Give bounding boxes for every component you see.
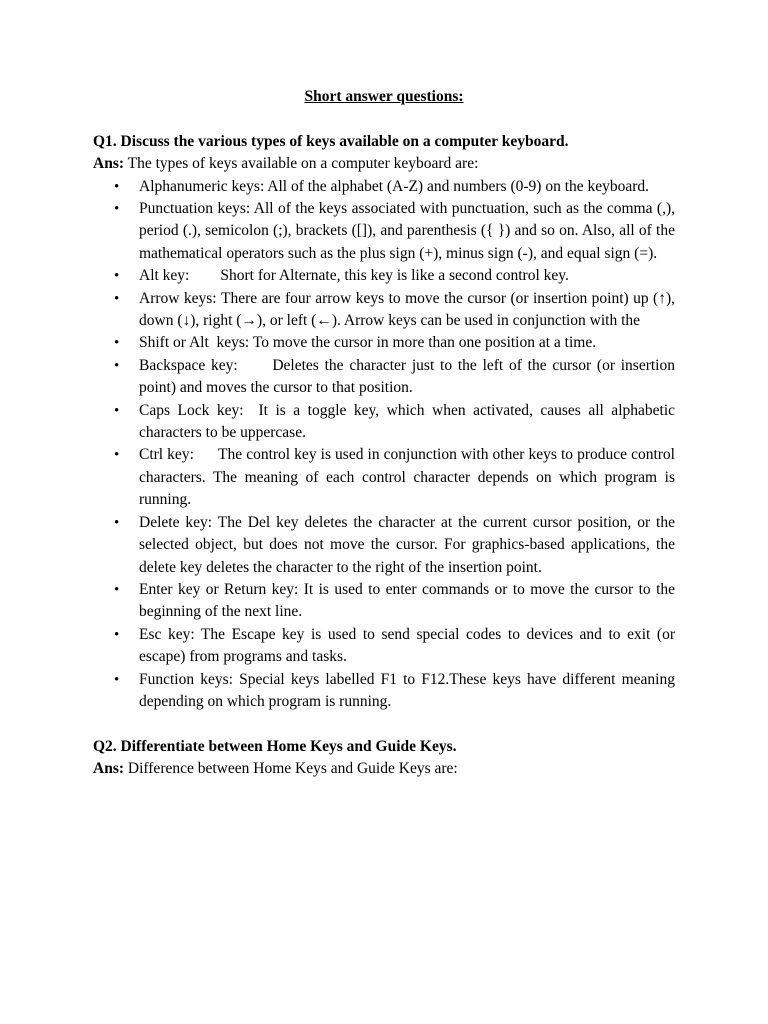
list-item-text: Function keys: Special keys labelled F1 to F12.These keys have different meaning depending on which program is running. [139, 670, 675, 710]
list-item [114, 512, 675, 579]
list-item [114, 355, 675, 400]
list-item-text: Shift or Alt keys: To move the cursor in more than one position at a time. [139, 334, 597, 352]
answer-2-text: Difference between Home Keys and Guide Keys are: [124, 760, 458, 778]
bullet-icon: • [114, 402, 120, 419]
list-item [114, 444, 675, 511]
answer-1-intro [93, 153, 675, 175]
list-item-text: Alphanumeric keys: All of the alphabet (A-Z) and numbers (0-9) on the keyboard. [139, 177, 650, 195]
list-item [114, 332, 675, 354]
bullet-icon: • [114, 581, 120, 598]
list-item [114, 288, 675, 333]
bullet-icon: • [114, 268, 120, 285]
list-item [114, 176, 675, 198]
answer-2-intro [93, 758, 675, 780]
page-title: Short answer questions: [304, 88, 464, 105]
bullet-icon: • [114, 201, 120, 218]
question-1: Q1. Discuss the various types of keys available on a computer keyboard. [93, 132, 569, 150]
answer-1-text: The types of keys available on a computer keyboard are: [124, 155, 479, 173]
list-item-text: Punctuation keys: All of the keys associated with punctuation, such as the comma (,), period (.), semicolon (;), brackets ([]), and parenthesis ({ }) and so on. Also, all of the mathematical operators such as the plus sign (+), minus sign (-), and equal sign (=). [139, 200, 675, 262]
bullet-icon: • [114, 178, 120, 195]
bullet-icon: • [114, 447, 120, 464]
list-item [114, 198, 675, 265]
list-item-text: Esc key: The Escape key is used to send special codes to devices and to exit (or escape) from programs and tasks. [139, 625, 675, 666]
list-item [114, 624, 675, 669]
bullet-icon: • [114, 357, 120, 374]
list-item-text: Arrow keys: There are four arrow keys to move the cursor (or insertion point) up (↑), down (↓), right (→), or left (←). Arrow keys can be used in conjunction with the [139, 289, 675, 330]
answer-1-label: Ans: [93, 155, 125, 173]
list-item-text: Backspace key: Deletes the character just to the left of the cursor (or insertion point) and moves the cursor to that position. [139, 356, 675, 397]
bullet-icon: • [114, 626, 120, 643]
key-types-list [93, 176, 675, 714]
list-item [114, 669, 675, 714]
list-item-text: Enter key or Return key: It is used to enter commands or to move the cursor to the beginning of the next line. [139, 580, 675, 621]
paragraph-spacer [93, 713, 675, 735]
list-item-text: Alt key: Short for Alternate, this key is like a second control key. [139, 267, 569, 285]
list-item [114, 400, 675, 445]
document-content [93, 86, 675, 781]
list-item [114, 265, 675, 287]
bullet-icon: • [114, 671, 120, 688]
list-item [114, 579, 675, 624]
list-item-text: Ctrl key: The control key is used in conjunction with other keys to produce control characters. The meaning of each control character depends on which program is running. [139, 446, 675, 509]
list-item-text: Delete key: The Del key deletes the character at the current cursor position, or the selected object, but does not move the cursor. For graphics-based applications, the delete key deletes the character to the right of the insertion point. [139, 513, 675, 576]
bullet-icon: • [114, 514, 120, 531]
question-2: Q2. Differentiate between Home Keys and Guide Keys. [93, 737, 457, 755]
list-item-text: Caps Lock key: It is a toggle key, which when activated, causes all alphabetic characters to be uppercase. [139, 401, 675, 442]
answer-2-label: Ans: [93, 760, 125, 778]
bullet-icon: • [114, 335, 120, 352]
bullet-icon: • [114, 290, 120, 307]
